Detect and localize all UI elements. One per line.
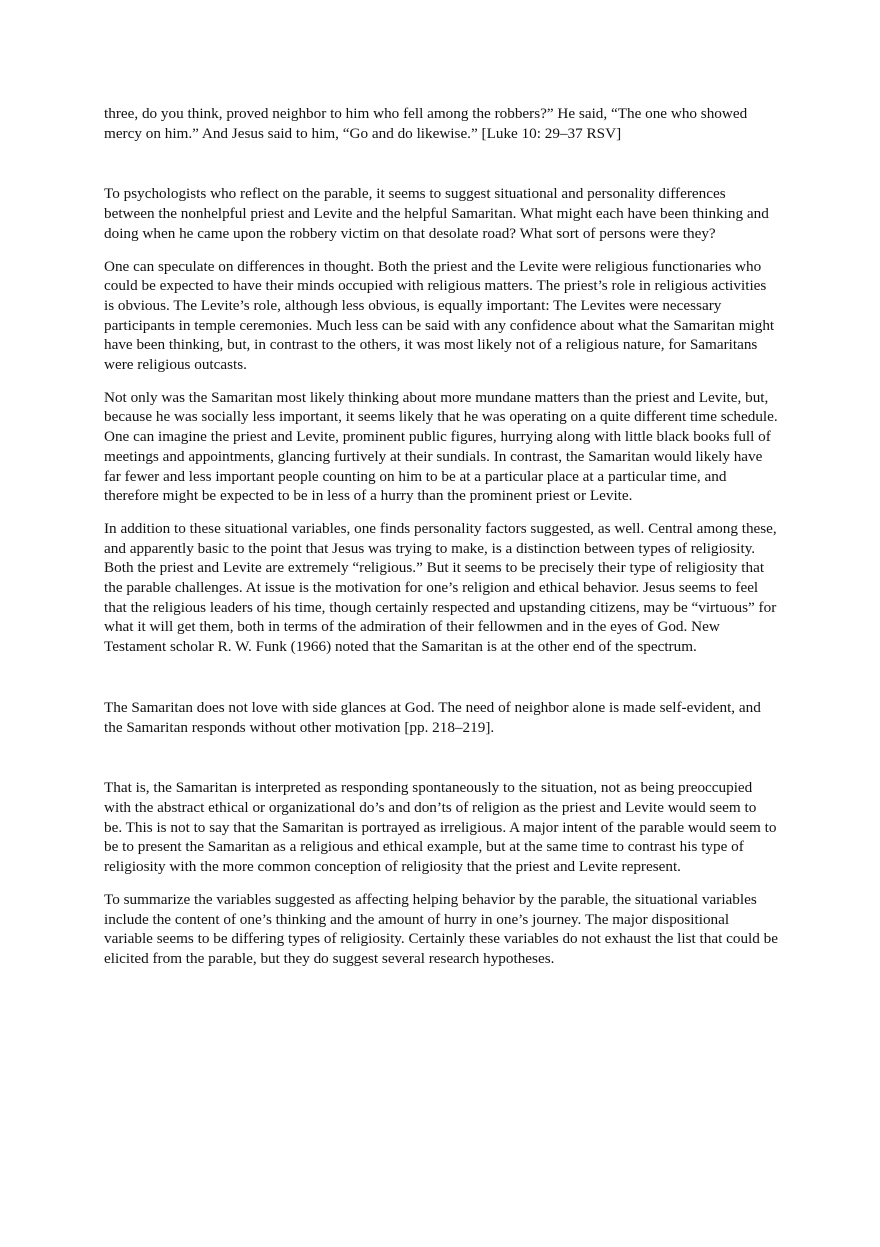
paragraph-psychologists: To psychologists who reflect on the parable, it seems to suggest situational and personality differences between the nonhelpful priest and Levite and the helpful Samaritan. What might each have been thinking and doing when he came upon the robbery victim on that desolate road? What sort of persons were they? — [104, 185, 769, 242]
bible-quote-ending: three, do you think, proved neighbor to him who fell among the robbers?” He said, “The one who showed mercy on him.” And Jesus said to him, “Go and do likewise.” [Luke 10: 29–37 RSV] — [104, 105, 748, 142]
paragraph-time-schedule: Not only was the Samaritan most likely thinking about more mundane matters than the priest and Levite, but, because he was socially less important, it seems likely that he was operating on a quite different time schedule. One can imagine the priest and Levite, prominent public figures, hurrying along with little black books full of meetings and appointments, glancing furtively at their sundials. In contrast, the Samaritan would likely have far fewer and less important people counting on him to be at a particular place at a particular time, and therefore might be expected to be in less of a hurry than the prominent priest or Levite. — [104, 388, 778, 505]
paragraph-summary: To summarize the variables suggested as affecting helping behavior by the parable, the situational variables include the content of one’s thinking and the amount of hurry in one’s journey. The major dispositional variable seems to be differing types of religiosity. Certainly these variables do not exhaust the list that could be elicited from the parable, but they do suggest several research hypotheses. — [104, 890, 778, 967]
paragraph-personality-factors: In addition to these situational variables, one finds personality factors suggested, as well. Central among these, and apparently basic to the point that Jesus was trying to make, is a distinction between types of religiosity. Both the priest and Levite are extremely “religious.” But it seems to be precisely their type of religiosity that the parable challenges. At issue is the motivation for one’s religion and ethical behavior. Jesus seems to feel that the religious leaders of his time, though certainly respected and upstanding citizens, may be “virtuous” for what it will get them, both in terms of the admiration of their fellowmen and in the eyes of God. New Testament scholar R. W. Funk (1966) noted that the Samaritan is at the other end of the spectrum. — [104, 519, 777, 656]
document-page — [104, 104, 778, 982]
funk-block-quote: The Samaritan does not love with side glances at God. The need of neighbor alone is made self-evident, and the Samaritan responds without other motivation [pp. 218–219]. — [104, 698, 761, 736]
paragraph-interpretation: That is, the Samaritan is interpreted as responding spontaneously to the situation, not as being preoccupied with the abstract ethical or organizational do’s and don’ts of religion as the priest and Levite would seem to be. This is not to say that the Samaritan is portrayed as irreligious. A major intent of the parable would seem to be to present the Samaritan as a religious and ethical example, but at the same time to contrast his type of religiosity with the more common conception of religiosity that the priest and Levite represent. — [104, 779, 777, 876]
paragraph-differences-in-thought: One can speculate on differences in thought. Both the priest and the Levite were religious functionaries who could be expected to have their minds occupied with religious matters. The priest’s role in religious activities is obvious. The Levite’s role, although less obvious, is equally important: The Levites were necessary participants in temple ceremonies. Much less can be said with any confidence about what the Samaritan might have been thinking, but, in contrast to the others, it was most likely not of a religious nature, for Samaritans were religious outcasts. — [104, 257, 775, 374]
